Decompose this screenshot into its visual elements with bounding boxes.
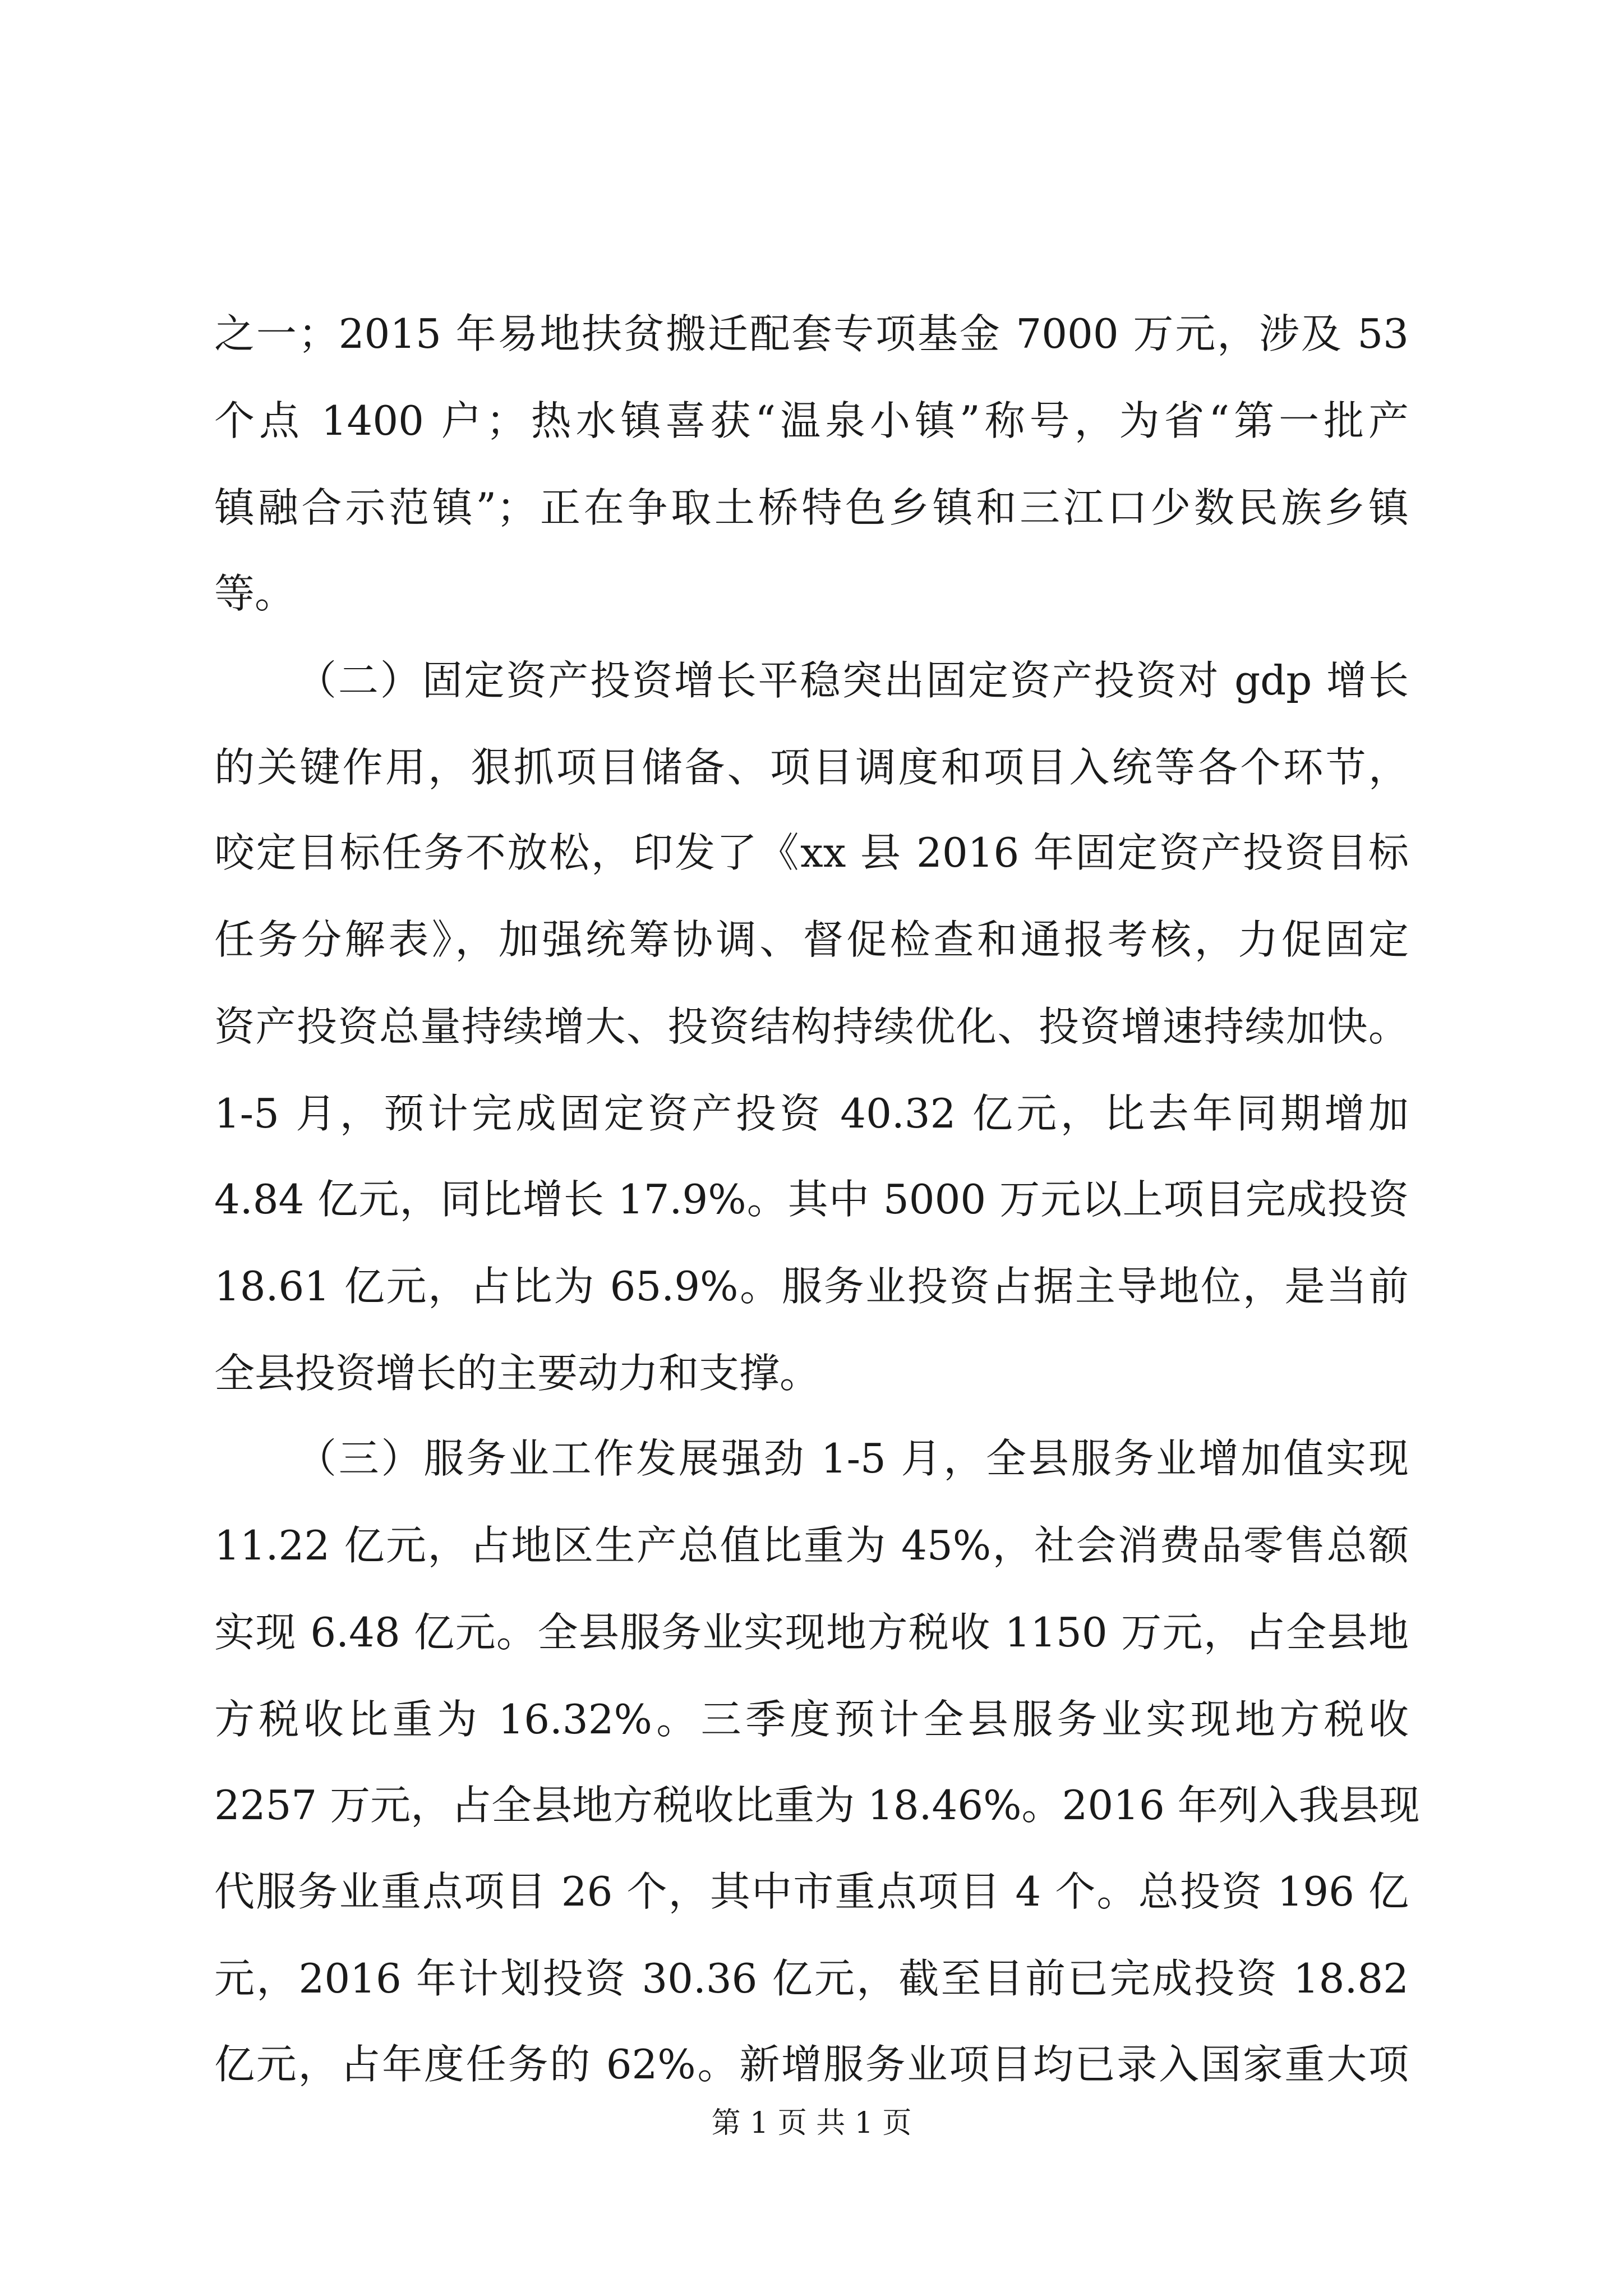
paragraph-3-line-4: 方税收比重为 16.32%。三季度预计全县服务业实现地方税收	[214, 1696, 1409, 1743]
paragraph-2-line-7: 4.84 亿元，同比增长 17.9%。其中 5000 万元以上项目完成投资	[214, 1176, 1409, 1223]
paragraph-2-line-1: （二）固定资产投资增长平稳突出固定资产投资对 gdp 增长	[296, 657, 1409, 704]
paragraph-2-line-6: 1-5 月，预计完成固定资产投资 40.32 亿元，比去年同期增加	[214, 1090, 1409, 1137]
paragraph-2-line-5: 资产投资总量持续增大、投资结构持续优化、投资增速持续加快。	[214, 1003, 1409, 1050]
page-number-footer: 第 1 页 共 1 页	[711, 2106, 912, 2140]
paragraph-3-line-3: 实现 6.48 亿元。全县服务业实现地方税收 1150 万元，占全县地	[214, 1609, 1409, 1656]
paragraph-2-line-3: 咬定目标任务不放松，印发了《xx 县 2016 年固定资产投资目标	[214, 829, 1409, 876]
paragraph-2-line-2: 的关键作用，狠抓项目储备、项目调度和项目入统等各个环节，	[214, 744, 1409, 791]
paragraph-1-line-2: 个点 1400 户；热水镇喜获“温泉小镇”称号，为省“第一批产	[214, 397, 1409, 444]
paragraph-3-line-8: 亿元，占年度任务的 62%。新增服务业项目均已录入国家重大项	[214, 2041, 1409, 2088]
paragraph-1-line-3: 镇融合示范镇”；正在争取土桥特色乡镇和三江口少数民族乡镇	[214, 484, 1409, 531]
paragraph-1-line-4: 等。	[214, 570, 296, 617]
paragraph-2-line-8: 18.61 亿元，占比为 65.9%。服务业投资占据主导地位，是当前	[214, 1263, 1409, 1310]
paragraph-3-line-5: 2257 万元，占全县地方税收比重为 18.46%。2016 年列入我县现	[214, 1782, 1420, 1829]
paragraph-3-line-2: 11.22 亿元，占地区生产总值比重为 45%，社会消费品零售总额	[214, 1522, 1409, 1569]
paragraph-2-line-9: 全县投资增长的主要动力和支撑。	[214, 1350, 820, 1397]
paragraph-3-line-7: 元，2016 年计划投资 30.36 亿元，截至目前已完成投资 18.82	[214, 1955, 1409, 2002]
paragraph-3-line-1: （三）服务业工作发展强劲 1-5 月，全县服务业增加值实现	[296, 1435, 1409, 1482]
paragraph-2-line-4: 任务分解表》，加强统筹协调、督促检查和通报考核，力促固定	[214, 916, 1409, 963]
paragraph-1-line-1: 之一；2015 年易地扶贫搬迁配套专项基金 7000 万元，涉及 53	[214, 310, 1409, 357]
paragraph-3-line-6: 代服务业重点项目 26 个，其中市重点项目 4 个。总投资 196 亿	[214, 1868, 1409, 1915]
